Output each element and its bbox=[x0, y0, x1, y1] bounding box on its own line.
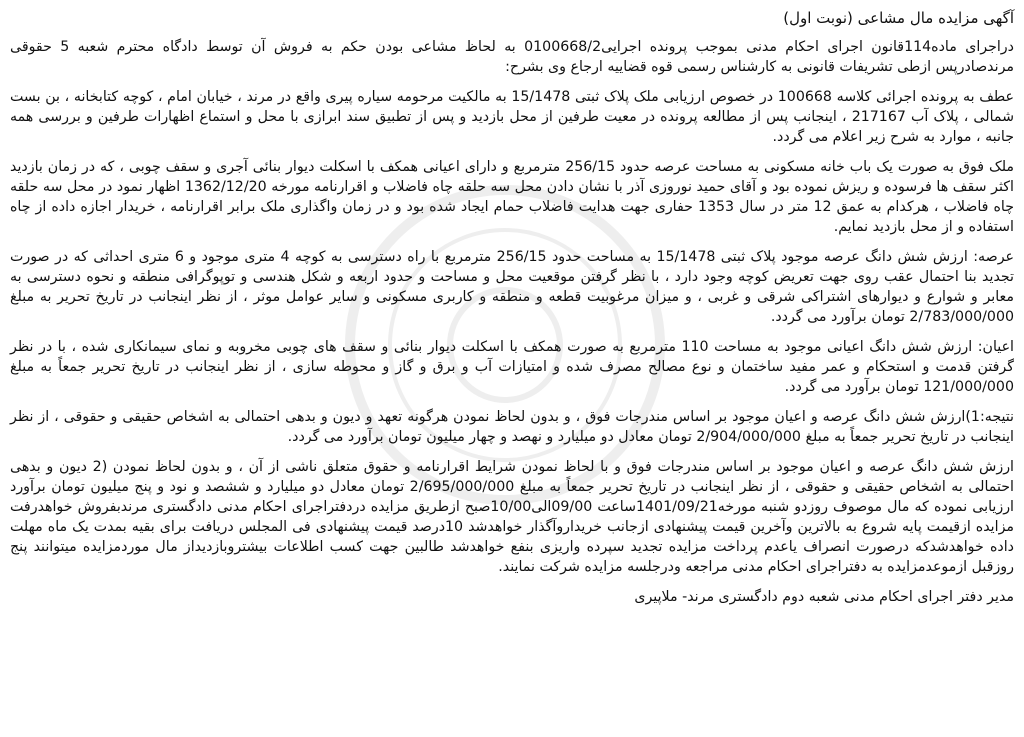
case-paragraph: عطف به پرونده اجرائی کلاسه 100668 در خصوص ارزیابی ملک پلاک ثبتی 15/1478 به مالکیت مرحومه سیاره پیری واقع در مرند ، خیابان امام ، کوچه کتابخانه ، بن بست شمالی ، پلاک آب 217167 ، اینجانب پس از مطالعه پرونده در معیت طرفین از محل بازدید و پس از تطبیق سند ابرازی با محل و استماع اظهارات طرفین و بررسی همه جانبه ، موارد به شرح زیر اعلام می گردد. bbox=[10, 89, 1014, 145]
building-value-paragraph: اعیان: ارزش شش دانگ اعیانی موجود به مساحت 110 مترمربع به صورت همکف با اسکلت دیوار بنائی و سقف های چوبی مخروبه و نمای سیمانکاری شده ، با در نظر گرفتن قدمت و استحکام و عمر مفید ساختمان و نوع مصالح مصرف شده و امتیازات آب و برق و گاز و محوطه سازی ، از نظر اینجانب در تاریخ تحریر جمعاً به مبلغ 121/000/000 تومان برآورد می گردد. bbox=[10, 339, 1014, 395]
intro-paragraph: دراجرای ماده114قانون اجرای احکام مدنی بموجب پرونده اجرایی0100668/2 به لحاظ مشاعی بودن حکم به فروش آن توسط دادگاه محترم شعبه 5 حقوقی مرندصادرپس ازطی تشریفات قانونی به کارشناس رسمی قوه قضاییه ارجاع وی بشرح: bbox=[10, 39, 1014, 75]
property-description-paragraph: ملک فوق به صورت یک باب خانه مسکونی به مساحت عرصه حدود 256/15 مترمربع و دارای اعیانی همکف با اسکلت دیوار بنائی آجری و سقف چوبی ، که در زمان بازدید اکثر سقف ها فرسوده و ریزش نموده بود و آقای حمید نوروزی آذر با نشان دادن محل سه حلقه چاه فاضلاب و اقرارنامه مورخه 1362/12/20 اظهار نمود در محل سه حلقه چاه فاضلاب ، هرکدام به عمق 12 متر در سال 1353 حفاری جهت هدایت فاضلاب حمام ایجاد شده بود و در زمان واگذاری ملک برابر اقرارنامه ، خریدار اجازه داده از چاه استفاده و از محل بازدید نمایم. bbox=[10, 159, 1014, 235]
notice-title: آگهی مزایده مال مشاعی (نوبت اول) bbox=[783, 9, 1014, 27]
land-value-paragraph: عرصه: ارزش شش دانگ عرصه موجود پلاک ثبتی 15/1478 به مساحت حدود 256/15 مترمربع با راه دسترسی به کوچه 4 متری موجود و 6 متری احداثی که در صورت تجدید بنا احتمال عقب روی جهت تعریض کوچه وجود دارد ، با نظر گرفتن موقعیت محل و مساحت و حدود اربعه و شکل هندسی و توپوگرافی منطقه و نحوه دسترسی به معابر و شوارع و دیوارهای اشتراکی شرقی و غربی ، و میزان مرغوبیت قطعه و منطقه و کاربری مسکونی و سایر عوامل موثر ، از نظر اینجانب در تاریخ تحریر به مبلغ 2/783/000/000 تومان برآورد می گردد. bbox=[10, 249, 1014, 325]
auction-terms-paragraph: ارزش شش دانگ عرصه و اعیان موجود بر اساس مندرجات فوق و با لحاظ نمودن شرایط اقرارنامه و حقوق متعلق ناشی از آن ، و بدون لحاظ نمودن (2 دیون و بدهی احتمالی به اشخاص حقیقی و حقوقی ، از نظر اینجانب در تاریخ تحریر جمعاً به مبلغ 2/695/000/000 تومان معادل دو میلیارد و ششصد و نود و پنج میلیون تومان برآورد ارزیابی نموده که مال موصوف روزدو شنبه مورخه1401/09/21ساعت 09/00الی10/00صبح ازطریق مزایده دردفتراجرای احکام مدنی دادگستری مرندبفروش خواهدرفت مزایده ازقیمت پایه شروع به بالاترین وآخرین قیمت پیشنهادی ازجانب خریداروآگذار خواهدشد 10درصد قیمت پیشنهادی فی المجلس دریافت برای بقیه بمدت یک ماه مهلت داده خواهدشدکه درصورت انصراف یاعدم پرداخت مزایده تجدید سپرده واریزی بنفع خواهدشد طالبین جهت کسب اطلاعات بیشتروبازدیداز مال موردمزایده میتوانند پنج روزقبل ازموعدمزایده به دفتراجرای احکام مدنی مراجعه ودرجلسه مزایده شرکت نمایند. bbox=[10, 459, 1014, 575]
signature: مدیر دفتر اجرای احکام مدنی شعبه دوم دادگستری مرند- ملاپیری bbox=[634, 589, 1014, 605]
result-paragraph: نتیجه:1)ارزش شش دانگ عرصه و اعیان موجود بر اساس مندرجات فوق ، و بدون لحاظ نمودن هرگونه تعهد و دیون و بدهی احتمالی به اشخاص حقیقی و حقوقی ، از نظر اینجانب در تاریخ تحریر جمعاً به مبلغ 2/904/000/000 تومان معادل دو میلیارد و نهصد و چهار میلیون تومان برآورد می گردد. bbox=[10, 409, 1014, 445]
auction-notice bbox=[10, 6, 1014, 607]
